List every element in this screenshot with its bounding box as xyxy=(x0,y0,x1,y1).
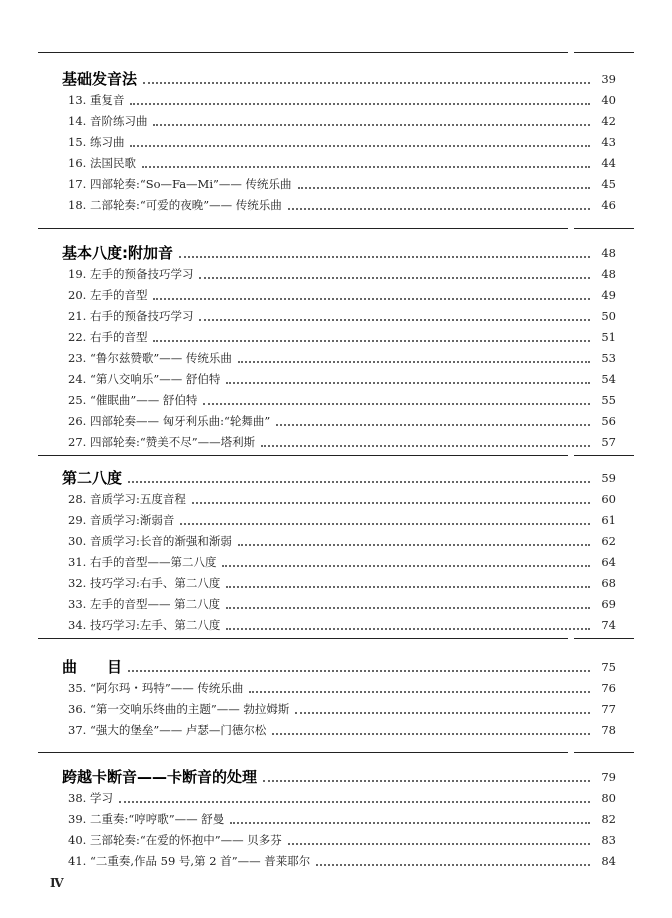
toc-entry xyxy=(0,489,672,509)
toc-entry xyxy=(0,132,672,152)
toc-entry xyxy=(0,552,672,572)
page-number: 51 xyxy=(601,330,616,344)
dot-leader xyxy=(153,298,590,300)
page-number: 84 xyxy=(601,854,616,868)
page-number: 83 xyxy=(601,833,616,847)
page-number: 80 xyxy=(601,791,616,805)
toc-entry xyxy=(0,285,672,305)
entry-title: 30. 音质学习:长音的渐强和渐弱 xyxy=(68,534,232,548)
entry-title: 26. 四部轮奏—— 匈牙利乐曲:“轮舞曲” xyxy=(68,414,271,428)
toc-entry xyxy=(0,348,672,368)
toc-entry xyxy=(0,411,672,431)
dot-leader xyxy=(130,145,590,147)
entry-title: 19. 左手的预备技巧学习 xyxy=(68,267,194,281)
toc-entry xyxy=(0,111,672,131)
entry-title: 39. 二重奏:“哼哼歌”—— 舒曼 xyxy=(68,812,225,826)
dot-leader xyxy=(276,424,590,426)
toc-entry xyxy=(0,174,672,194)
dot-leader xyxy=(179,256,590,258)
section-divider xyxy=(38,228,568,229)
dot-leader xyxy=(226,586,590,588)
toc-entry xyxy=(0,510,672,530)
section-title: 曲 目 xyxy=(62,658,123,676)
dot-leader xyxy=(238,361,590,363)
page-folio: Ⅳ xyxy=(50,876,64,890)
section-heading xyxy=(0,69,672,89)
toc-entry xyxy=(0,327,672,347)
toc-entry xyxy=(0,432,672,452)
page-number: 77 xyxy=(601,702,616,716)
dot-leader xyxy=(298,187,590,189)
page-number: 55 xyxy=(601,393,616,407)
page-number: 48 xyxy=(601,267,616,281)
toc-entry xyxy=(0,678,672,698)
section-divider-short xyxy=(574,752,634,753)
page-number: 46 xyxy=(601,198,616,212)
page-number: 44 xyxy=(601,156,616,170)
page-number: 76 xyxy=(601,681,616,695)
entry-title: 27. 四部轮奏:“赞美不尽”——塔利斯 xyxy=(68,435,256,449)
toc-entry xyxy=(0,306,672,326)
page-number: 54 xyxy=(601,372,616,386)
page-number: 60 xyxy=(601,492,616,506)
entry-title: 20. 左手的音型 xyxy=(68,288,148,302)
toc-entry xyxy=(0,830,672,850)
entry-title: 18. 二部轮奏:“可爱的夜晚”—— 传统乐曲 xyxy=(68,198,282,212)
dot-leader xyxy=(153,340,590,342)
page-number: 59 xyxy=(601,471,616,485)
dot-leader xyxy=(199,277,590,279)
section-divider xyxy=(38,638,568,639)
page-number: 69 xyxy=(601,597,616,611)
dot-leader xyxy=(226,382,590,384)
section-divider xyxy=(38,455,568,456)
dot-leader xyxy=(272,733,590,735)
toc-entry xyxy=(0,788,672,808)
page-number: 50 xyxy=(601,309,616,323)
section-title: 基本八度:附加音 xyxy=(62,244,173,262)
section-heading xyxy=(0,468,672,488)
toc-entry xyxy=(0,531,672,551)
dot-leader xyxy=(130,103,590,105)
section-divider xyxy=(38,752,568,753)
dot-leader xyxy=(143,82,590,84)
entry-title: 32. 技巧学习:右手、第二八度 xyxy=(68,576,221,590)
toc-entry xyxy=(0,615,672,635)
entry-title: 29. 音质学习:渐弱音 xyxy=(68,513,175,527)
dot-leader xyxy=(288,843,590,845)
dot-leader xyxy=(261,445,590,447)
entry-title: 28. 音质学习:五度音程 xyxy=(68,492,186,506)
page-number: 39 xyxy=(601,72,616,86)
page-number: 75 xyxy=(601,660,616,674)
entry-title: 31. 右手的音型——第二八度 xyxy=(68,555,217,569)
page-number: 49 xyxy=(601,288,616,302)
section-heading xyxy=(0,243,672,263)
entry-title: 22. 右手的音型 xyxy=(68,330,148,344)
entry-title: 25. “催眠曲”—— 舒伯特 xyxy=(68,393,198,407)
page-number: 64 xyxy=(601,555,616,569)
section-heading xyxy=(0,767,672,787)
dot-leader xyxy=(119,801,590,803)
entry-title: 33. 左手的音型—— 第二八度 xyxy=(68,597,221,611)
section-divider-short xyxy=(574,228,634,229)
toc-entry xyxy=(0,573,672,593)
entry-title: 36. “第一交响乐终曲的主题”—— 勃拉姆斯 xyxy=(68,702,290,716)
entry-title: 38. 学习 xyxy=(68,791,113,805)
entry-title: 17. 四部轮奏:“So—Fa—Mi”—— 传统乐曲 xyxy=(68,177,292,191)
section-title: 跨越卡断音——卡断音的处理 xyxy=(62,768,258,786)
page-number: 74 xyxy=(601,618,616,632)
entry-title: 15. 练习曲 xyxy=(68,135,125,149)
entry-title: 24. “第八交响乐”—— 舒伯特 xyxy=(68,372,221,386)
toc-entry xyxy=(0,264,672,284)
dot-leader xyxy=(128,481,590,483)
dot-leader xyxy=(128,670,590,672)
toc-entry xyxy=(0,699,672,719)
section-title: 第二八度 xyxy=(62,469,123,487)
dot-leader xyxy=(153,124,590,126)
entry-title: 34. 技巧学习:左手、第二八度 xyxy=(68,618,221,632)
entry-title: 23. “鲁尔兹赞歌”—— 传统乐曲 xyxy=(68,351,232,365)
entry-title: 40. 三部轮奏:“在爱的怀抱中”—— 贝多芬 xyxy=(68,833,282,847)
dot-leader xyxy=(230,822,590,824)
toc-entry xyxy=(0,153,672,173)
dot-leader xyxy=(238,544,590,546)
section-title: 基础发音法 xyxy=(62,70,138,88)
entry-title: 41. “二重奏,作品 59 号,第 2 首”—— 普莱耶尔 xyxy=(68,854,311,868)
entry-title: 13. 重复音 xyxy=(68,93,125,107)
section-divider-short xyxy=(574,52,634,53)
page-number: 42 xyxy=(601,114,616,128)
entry-title: 16. 法国民歌 xyxy=(68,156,136,170)
page-number: 53 xyxy=(601,351,616,365)
page-number: 43 xyxy=(601,135,616,149)
page-number: 78 xyxy=(601,723,616,737)
dot-leader xyxy=(295,712,590,714)
entry-title: 37. “强大的堡垒”—— 卢瑟—门德尔松 xyxy=(68,723,267,737)
dot-leader xyxy=(249,691,590,693)
entry-title: 21. 右手的预备技巧学习 xyxy=(68,309,194,323)
dot-leader xyxy=(199,319,590,321)
page-number: 82 xyxy=(601,812,616,826)
section-divider-short xyxy=(574,638,634,639)
page-number: 40 xyxy=(601,93,616,107)
toc-entry xyxy=(0,594,672,614)
section-heading xyxy=(0,657,672,677)
page-number: 61 xyxy=(601,513,616,527)
page-number: 56 xyxy=(601,414,616,428)
dot-leader xyxy=(288,208,590,210)
dot-leader xyxy=(316,864,590,866)
toc-entry xyxy=(0,851,672,871)
page-number: 45 xyxy=(601,177,616,191)
toc-entry xyxy=(0,369,672,389)
toc-entry xyxy=(0,195,672,215)
entry-title: 14. 音阶练习曲 xyxy=(68,114,148,128)
dot-leader xyxy=(226,628,590,630)
dot-leader xyxy=(142,166,590,168)
toc-entry xyxy=(0,390,672,410)
toc-entry xyxy=(0,720,672,740)
dot-leader xyxy=(203,403,590,405)
dot-leader xyxy=(226,607,590,609)
page-number: 68 xyxy=(601,576,616,590)
page-number: 48 xyxy=(601,246,616,260)
section-divider xyxy=(38,52,568,53)
page-number: 62 xyxy=(601,534,616,548)
dot-leader xyxy=(263,780,590,782)
section-divider-short xyxy=(574,455,634,456)
page-number: 79 xyxy=(601,770,616,784)
page-number: 57 xyxy=(601,435,616,449)
entry-title: 35. “阿尔玛・玛特”—— 传统乐曲 xyxy=(68,681,244,695)
toc-entry xyxy=(0,90,672,110)
dot-leader xyxy=(192,502,590,504)
dot-leader xyxy=(180,523,590,525)
dot-leader xyxy=(222,565,590,567)
toc-entry xyxy=(0,809,672,829)
